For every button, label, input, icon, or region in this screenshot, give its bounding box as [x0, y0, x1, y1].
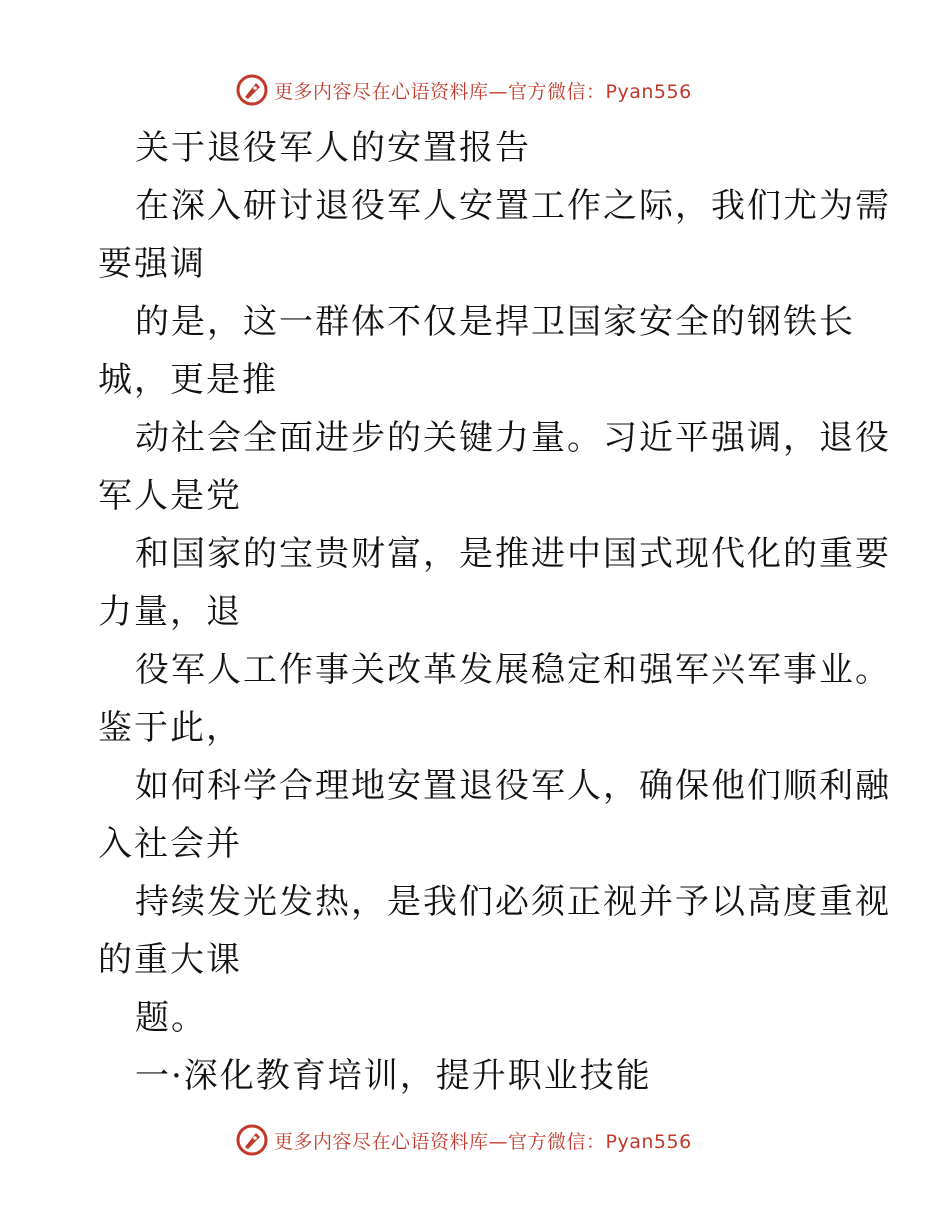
paragraph-line: 的重大课: [98, 940, 242, 980]
section-heading: 一·深化教育培训，提升职业技能: [135, 1056, 652, 1096]
paragraph-line: 和国家的宝贵财富，是推进中国式现代化的重要: [135, 534, 891, 574]
paragraph-line: 军人是党: [98, 476, 242, 516]
paragraph-line: 题。: [135, 998, 207, 1038]
footer-banner: [236, 1123, 692, 1157]
header-banner-text: 更多内容尽在心语资料库—官方微信：Pyan556: [274, 80, 692, 103]
paragraph-line: 在深入研讨退役军人安置工作之际，我们尤为需: [135, 186, 891, 226]
paragraph-line: 的是，这一群体不仅是捍卫国家安全的钢铁长: [135, 302, 855, 342]
document-title: 关于退役军人的安置报告: [135, 128, 531, 168]
paragraph-line: 役军人工作事关改革发展稳定和强军兴军事业。: [135, 650, 891, 690]
pen-nib-logo-icon: [236, 74, 268, 106]
paragraph-line: 要强调: [98, 244, 206, 284]
paragraph-line: 持续发光发热，是我们必须正视并予以高度重视: [135, 882, 891, 922]
paragraph-line: 鉴于此，: [98, 708, 242, 748]
paragraph-line: 城，更是推: [98, 360, 278, 400]
header-banner: [236, 73, 692, 107]
paragraph-line: 动社会全面进步的关键力量。习近平强调，退役: [135, 418, 891, 458]
pen-nib-logo-icon: [236, 1124, 268, 1156]
footer-banner-text: 更多内容尽在心语资料库—官方微信：Pyan556: [274, 1130, 692, 1153]
paragraph-line: 力量，退: [98, 592, 242, 632]
paragraph-line: 如何科学合理地安置退役军人，确保他们顺利融: [135, 766, 891, 806]
paragraph-line: 入社会并: [98, 824, 242, 864]
